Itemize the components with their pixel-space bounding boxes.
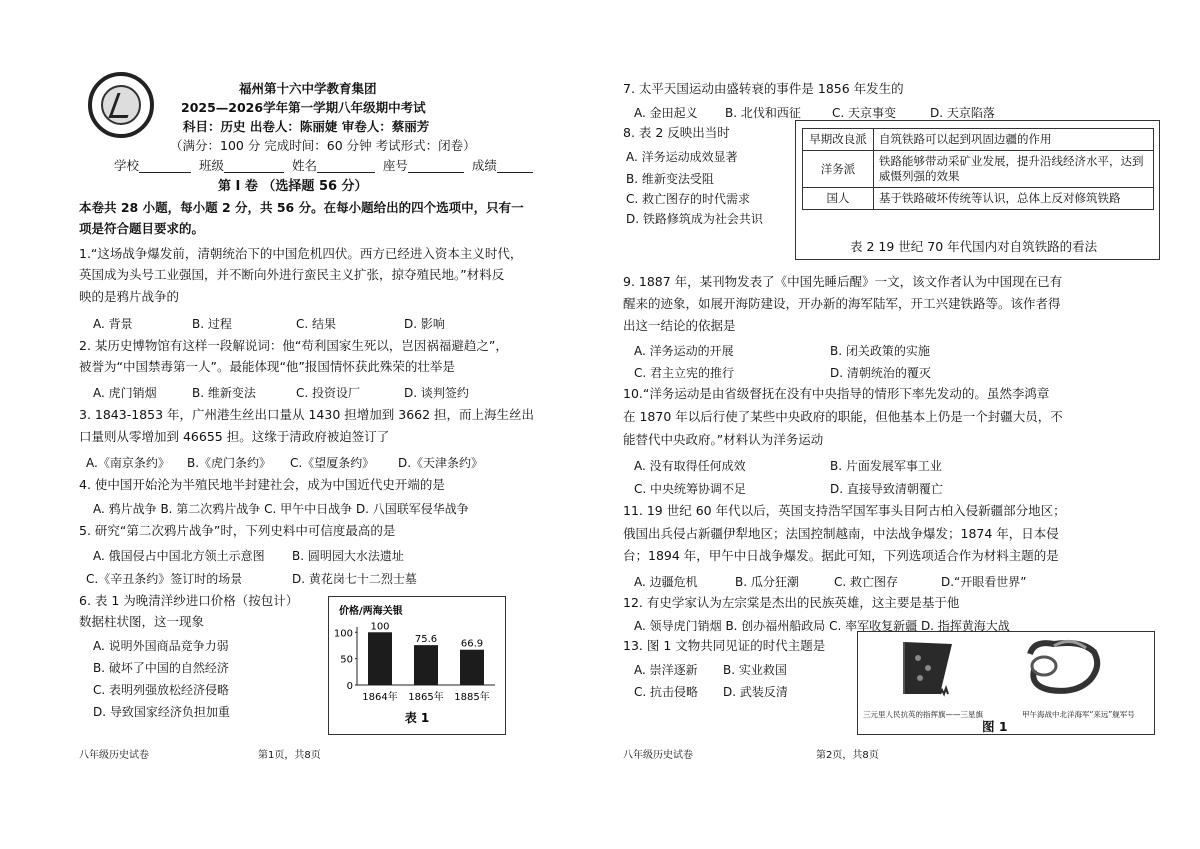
school-input-line[interactable] — [139, 160, 191, 173]
exam-title: 2025—2026学年第一学期八年级期中考试 — [181, 100, 426, 115]
q13-stem: 13. 图 1 文物共同见证的时代主题是 — [623, 638, 826, 653]
q9-stem-line2: 醒来的迹象，如展开海防建设，开办新的海军陆军，开工兴建铁路等。该作者得 — [623, 296, 1061, 311]
q3-stem-line1: 3. 1843-1853 年，广州港生丝出口量从 1430 担增加到 3662 担，而上海生丝出 — [79, 407, 535, 422]
figure1-caption-right: 甲午海战中北洋海军“来远”舰军号 — [1022, 710, 1135, 719]
q5-stem: 5. 研究“第二次鸦片战争”时，下列史料中可信度最高的是 — [79, 523, 396, 538]
field-school-label: 学校 — [114, 158, 140, 173]
class-input-line[interactable] — [224, 160, 284, 173]
q1-stem-line2: 英国成为头号工业强国，并不断向外进行蛮民主义扩张，掠夺殖民地。”材料反 — [79, 267, 505, 282]
table-row — [803, 129, 1154, 151]
q3-option-c[interactable]: C.《望厦条约》 — [290, 456, 375, 470]
score-line: （满分：100 分 完成时间：60 分钟 考试形式：闭卷） — [170, 138, 476, 153]
section-title: 第 Ⅰ 卷 （选择题 56 分） — [218, 179, 368, 194]
q7-option-a[interactable]: A. 金田起义 — [634, 106, 698, 120]
q6-option-b[interactable]: B. 破坏了中国的自然经济 — [93, 661, 229, 675]
x-tick-label: 1885年 — [454, 692, 490, 703]
section-intro-line1: 本卷共 28 小题，每小题 2 分，共 56 分。在每小题给出的四个选项中，只有一 — [79, 200, 524, 215]
bar-value-label: 66.9 — [460, 638, 484, 650]
q6-option-c[interactable]: C. 表明列强放松经济侵略 — [93, 683, 230, 697]
q8-option-b[interactable]: B. 维新变法受阻 — [626, 172, 714, 186]
q5-option-a[interactable]: A. 俄国侵占中国北方领土示意图 — [93, 549, 265, 563]
bar-chart-svg — [329, 597, 505, 734]
q1-option-a[interactable]: A. 背景 — [93, 317, 133, 331]
page1-footer-left: 八年级历史试卷 — [79, 750, 149, 761]
bar — [368, 632, 392, 685]
score-input-line[interactable] — [497, 160, 533, 173]
q3-stem-line2: 口量则从零增加到 46655 担。这缘于清政府被迫签订了 — [79, 429, 390, 444]
subject-line: 科目：历史 出卷人：陈丽婕 审卷人：蔡丽芳 — [183, 119, 430, 134]
bar-value-label: 100 — [370, 621, 390, 633]
q11-option-a[interactable]: A. 边疆危机 — [634, 575, 698, 589]
q12-options[interactable]: A. 领导虎门销烟 B. 创办福州船政局 C. 率军收复新疆 D. 指挥黄海大战 — [634, 619, 1010, 633]
q6-stem-line2: 数据柱状图，这一现象 — [79, 614, 205, 629]
table-row — [803, 151, 1154, 188]
q7-option-b[interactable]: B. 北伐和西征 — [725, 106, 801, 120]
q9-stem-line1: 9. 1887 年，某刊物发表了《中国先睡后醒》一文，该文作者认为中国现在已有 — [623, 274, 1063, 289]
q13-option-b[interactable]: B. 实业救国 — [723, 663, 787, 677]
page1-footer-page: 第1页，共8页 — [258, 750, 321, 761]
table-cell-view: 自筑铁路可以起到巩固边疆的作用 — [874, 129, 1154, 151]
table-cell-view: 铁路能够带动采矿业发展，提升沿线经济水平，达到威慑列强的效果 — [874, 151, 1154, 188]
q12-stem: 12. 有史学家认为左宗棠是杰出的民族英雄，这主要是基于他 — [623, 595, 960, 610]
q1-option-d[interactable]: D. 影响 — [404, 317, 445, 331]
q11-option-c[interactable]: C. 救亡图存 — [834, 575, 899, 589]
q8-option-d[interactable]: D. 铁路修筑成为社会共识 — [626, 212, 763, 226]
q9-option-a[interactable]: A. 洋务运动的开展 — [634, 344, 734, 358]
y-tick-label: 50 — [340, 654, 353, 666]
x-tick-label: 1864年 — [362, 692, 398, 703]
chart-caption: 表 1 — [404, 711, 430, 725]
q10-option-a[interactable]: A. 没有取得任何成效 — [634, 459, 746, 473]
figure1-caption: 图 1 — [982, 719, 1008, 734]
q10-stem-line3: 能替代中央政府。”材料认为洋务运动 — [623, 432, 824, 447]
y-tick-labels — [334, 628, 357, 692]
q8-stem: 8. 表 2 反映出当时 — [623, 125, 730, 140]
student-info-fields — [114, 159, 533, 173]
q13-option-c[interactable]: C. 抗击侵略 — [634, 685, 699, 699]
q6-stem-line1: 6. 表 1 为晚清洋纱进口价格（按包计） — [79, 593, 299, 608]
y-tick-label: 0 — [346, 681, 353, 692]
q11-stem-line2: 俄国出兵侵占新疆伊犁地区；法国控制越南，中法战争爆发；1874 年，日本侵 — [623, 526, 1059, 541]
name-input-line[interactable] — [317, 160, 375, 173]
table-row — [803, 188, 1154, 210]
three-star-flag-image — [896, 638, 960, 698]
q11-stem-line1: 11. 19 世纪 60 年代以后，英国支持浩罕国军事头目阿古柏入侵新疆部分地区； — [623, 503, 1066, 518]
figure1-caption-left: 三元里人民抗英的指挥旗——三星旗 — [863, 710, 983, 719]
q10-stem-line1: 10.“洋务运动是由省级督抚在没有中央指导的情形下率先发动的。虽然李鸿章 — [623, 386, 1050, 401]
q2-option-c[interactable]: C. 投资设厂 — [296, 386, 361, 400]
q10-option-b[interactable]: B. 片面发展军事工业 — [830, 459, 942, 473]
q7-stem: 7. 太平天国运动由盛转衰的事件是 1856 年发生的 — [623, 81, 904, 96]
q3-option-a[interactable]: A.《南京条约》 — [86, 456, 170, 470]
q9-option-c[interactable]: C. 君主立宪的推行 — [634, 366, 735, 380]
q1-stem-line3: 映的是鸦片战争的 — [79, 289, 180, 304]
seat-input-line[interactable] — [408, 160, 464, 173]
bar — [460, 650, 484, 685]
q2-option-d[interactable]: D. 谈判签约 — [404, 386, 469, 400]
q4-stem: 4. 使中国开始沦为半殖民地半封建社会，成为中国近代史开端的是 — [79, 477, 445, 492]
q5-option-d[interactable]: D. 黄花岗七十二烈士墓 — [292, 572, 417, 586]
chart-title: 价格/两海关银 — [339, 606, 403, 617]
q11-stem-line3: 台；1894 年，甲午中日战争爆发。据此可知，下列选项适合作为材料主题的是 — [623, 548, 1059, 563]
q3-option-b[interactable]: B.《虎门条约》 — [187, 456, 272, 470]
table-cell-group: 早期改良派 — [803, 129, 874, 151]
q6-option-a[interactable]: A. 说明外国商品竞争力弱 — [93, 639, 229, 653]
field-name-label: 姓名 — [291, 158, 317, 173]
y-tick-label: 100 — [333, 628, 353, 640]
table2-grid — [802, 128, 1154, 210]
q6-option-d[interactable]: D. 导致国家经济负担加重 — [93, 705, 230, 719]
q3-option-d[interactable]: D.《天津条约》 — [398, 456, 484, 470]
x-tick-label: 1865年 — [408, 692, 444, 703]
q1-option-b[interactable]: B. 过程 — [192, 317, 232, 331]
q1-option-c[interactable]: C. 结果 — [296, 317, 337, 331]
q11-option-b[interactable]: B. 瓜分狂潮 — [735, 575, 799, 589]
bars-group — [362, 621, 489, 703]
price-bar-chart — [328, 596, 506, 735]
q8-option-a[interactable]: A. 洋务运动成效显著 — [626, 150, 738, 164]
table-cell-group: 国人 — [803, 188, 874, 210]
bar-value-label: 75.6 — [414, 634, 438, 646]
q8-option-c[interactable]: C. 救亡图存的时代需求 — [626, 192, 751, 206]
q11-option-d[interactable]: D.“开眼看世界” — [941, 575, 1027, 589]
q9-option-d[interactable]: D. 清朝统治的覆灭 — [830, 366, 931, 380]
page2-footer-page: 第2页，共8页 — [816, 750, 879, 761]
q13-option-d[interactable]: D. 武装反清 — [723, 685, 788, 699]
q4-options[interactable]: A. 鸦片战争 B. 第二次鸦片战争 C. 甲午中日战争 D. 八国联军侵华战争 — [93, 502, 469, 516]
field-seat-label: 座号 — [382, 158, 408, 173]
q7-option-c[interactable]: C. 天京事变 — [832, 106, 897, 120]
table2-caption: 表 2 19 世纪 70 年代国内对自筑铁路的看法 — [850, 239, 1098, 254]
q5-option-c[interactable]: C.《辛丑条约》签订时的场景 — [86, 572, 243, 586]
railway-opinions-table — [795, 120, 1160, 260]
page2-footer-left: 八年级历史试卷 — [623, 750, 693, 761]
school-logo — [88, 72, 154, 138]
q2-stem-line1: 2. 某历史博物馆有这样一段解说词：他“苟利国家生死以，岂因祸福避趋之”， — [79, 338, 508, 353]
table-cell-view: 基于铁路破坏传统等认识，总体上反对修筑铁路 — [874, 188, 1154, 210]
q9-stem-line3: 出这一结论的依据是 — [623, 318, 736, 333]
q5-option-b[interactable]: B. 圆明园大水法遗址 — [292, 549, 404, 563]
bugle-image — [1024, 636, 1104, 700]
q10-option-d[interactable]: D. 直接导致清朝覆亡 — [830, 482, 943, 496]
section-intro-line2: 项是符合题目要求的。 — [79, 221, 205, 236]
figure1-artifacts — [857, 631, 1155, 735]
q10-option-c[interactable]: C. 中央统筹协调不足 — [634, 482, 747, 496]
q2-option-b[interactable]: B. 维新变法 — [192, 386, 256, 400]
q13-option-a[interactable]: A. 崇洋逐新 — [634, 663, 698, 677]
q2-option-a[interactable]: A. 虎门销烟 — [93, 386, 157, 400]
q1-stem-line1: 1.“这场战争爆发前，清朝统治下的中国危机四伏。西方已经进入资本主义时代， — [79, 246, 523, 261]
school-group-title: 福州第十六中学教育集团 — [239, 81, 377, 96]
table-cell-group: 洋务派 — [803, 151, 874, 188]
field-score-label: 成绩 — [471, 158, 497, 173]
q10-stem-line2: 在 1870 年以后行使了某些中央政府的职能，但他基本上仍是一个封疆大员，不 — [623, 409, 1063, 424]
field-class-label: 班级 — [198, 158, 224, 173]
q2-stem-line2: 被誉为“中国禁毒第一人”。最能体现“他”报国情怀获此殊荣的壮举是 — [79, 359, 455, 374]
q9-option-b[interactable]: B. 闭关政策的实施 — [830, 344, 930, 358]
bar — [414, 645, 438, 685]
q7-option-d[interactable]: D. 天京陷落 — [930, 106, 995, 120]
